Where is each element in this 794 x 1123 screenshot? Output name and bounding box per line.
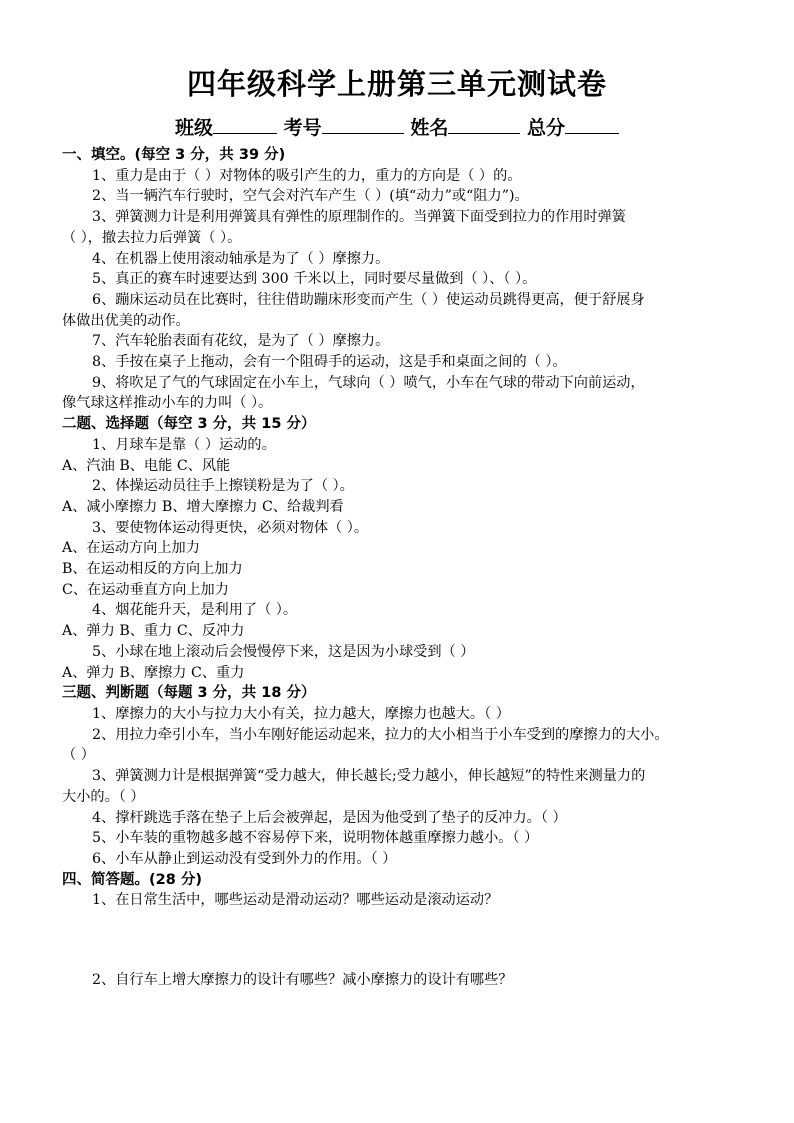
total-blank[interactable]: [565, 115, 619, 134]
name-blank[interactable]: [448, 115, 520, 134]
question-line: 5、真正的赛车时速要达到 300 千米以上，同时要尽量做到（ ）、（ ）。: [92, 271, 537, 288]
options-line: A、在运动方向上加力: [62, 540, 200, 557]
question-line: 1、在日常生活中，哪些运动是滑动运动？哪些运动是滚动运动？: [92, 892, 499, 909]
question-line: 6、蹦床运动员在比赛时，往往借助蹦床形变而产生（ ）使运动员跳得更高，便于舒展身: [92, 291, 645, 308]
section-1-heading: 一、填空。(每空 3 分，共 39 分): [62, 147, 286, 163]
section-4-heading: 四、简答题。(28 分): [62, 871, 202, 888]
question-line: 5、小球在地上滚动后会慢慢停下来，这是因为小球受到（ ）: [92, 643, 475, 660]
page-title: 四年级科学上册第三单元测试卷: [186, 67, 607, 101]
question-line: 大小的。（ ）: [62, 788, 145, 805]
exam-no-blank[interactable]: [322, 115, 404, 134]
section-3-heading: 三题、判断题（每题 3 分，共 18 分）: [62, 685, 316, 702]
question-line: 3、弹簧测力计是根据弹簧“受力越大，伸长越长;受力越小，伸长越短”的特性来测量力的: [92, 768, 646, 785]
exam-no-label: 考号: [283, 117, 322, 139]
question-line: 2、自行车上增大摩擦力的设计有哪些？减小摩擦力的设计有哪些？: [92, 972, 513, 989]
question-line: 1、重力是由于（ ）对物体的吸引产生的力，重力的方向是（ ）的。: [92, 167, 522, 184]
options-line: A、减小摩擦力 B、增大摩擦力 C、给裁判看: [62, 498, 344, 515]
question-line: 4、烟花能升天，是利用了（ ）。: [92, 602, 298, 619]
section-2-heading: 二题、选择题（每空 3 分，共 15 分）: [62, 416, 316, 433]
question-line: （ ）: [62, 747, 95, 764]
question-line: 3、弹簧测力计是利用弹簧具有弹性的原理制作的。当弹簧下面受到拉力的作用时弹簧: [92, 209, 626, 226]
question-line: 体做出优美的动作。: [62, 312, 190, 329]
options-line: C、在运动垂直方向上加力: [62, 581, 229, 598]
options-line: A、汽油 B、电能 C、风能: [62, 457, 231, 474]
question-line: 7、汽车轮胎表面有花纹，是为了（ ）摩擦力。: [92, 333, 390, 350]
question-line: 4、撑杆跳选手落在垫子上后会被弹起，是因为他受到了垫子的反冲力。（ ）: [92, 809, 567, 826]
question-line: 6、小车从静止到运动没有受到外力的作用。（ ）: [92, 850, 397, 867]
question-line: 4、在机器上使用滚动轴承是为了（ ）摩擦力。: [92, 250, 390, 267]
question-line: 2、当一辆汽车行驶时，空气会对汽车产生（ ）(填“动力”或“阻力”)。: [92, 188, 529, 205]
options-line: A、弹力 B、重力 C、反冲力: [62, 623, 245, 640]
question-line: 像气球这样推动小车的力叫（ ）。: [62, 395, 273, 412]
question-line: 1、摩擦力的大小与拉力大小有关，拉力越大，摩擦力也越大。（ ）: [92, 705, 510, 722]
question-line: 9、将吹足了气的气球固定在小车上，气球向（ ）喷气，小车在气球的带动下向前运动，: [92, 374, 645, 391]
options-line: A、弹力 B、摩擦力 C、重力: [62, 664, 245, 681]
name-label: 姓名: [410, 117, 449, 139]
options-line: B、在运动相反的方向上加力: [62, 561, 243, 578]
exam-content: [62, 145, 762, 991]
question-line: 3、要使物体运动得更快，必须对物体（ ）。: [92, 519, 369, 536]
total-label: 总分: [526, 117, 565, 139]
question-line: 2、用拉力牵引小车，当小车刚好能运动起来，拉力的大小相当于小车受到的摩擦力的大小。: [92, 726, 669, 743]
class-blank[interactable]: [213, 115, 277, 134]
student-info-row: [0, 113, 794, 140]
question-line: 2、体操运动员往手上擦镁粉是为了（ ）。: [92, 478, 354, 495]
question-line: 1、月球车是靠（ ）运动的。: [92, 436, 276, 453]
question-line: （ ），撤去拉力后弹簧（ ）。: [62, 229, 242, 246]
answer-space[interactable]: [62, 911, 762, 970]
question-line: 8、手按在桌子上拖动，会有一个阻碍手的运动，这是手和桌面之间的（ ）。: [92, 354, 567, 371]
class-label: 班级: [175, 117, 214, 139]
question-line: 5、小车装的重物越多越不容易停下来，说明物体越重摩擦力越小。（ ）: [92, 830, 539, 847]
